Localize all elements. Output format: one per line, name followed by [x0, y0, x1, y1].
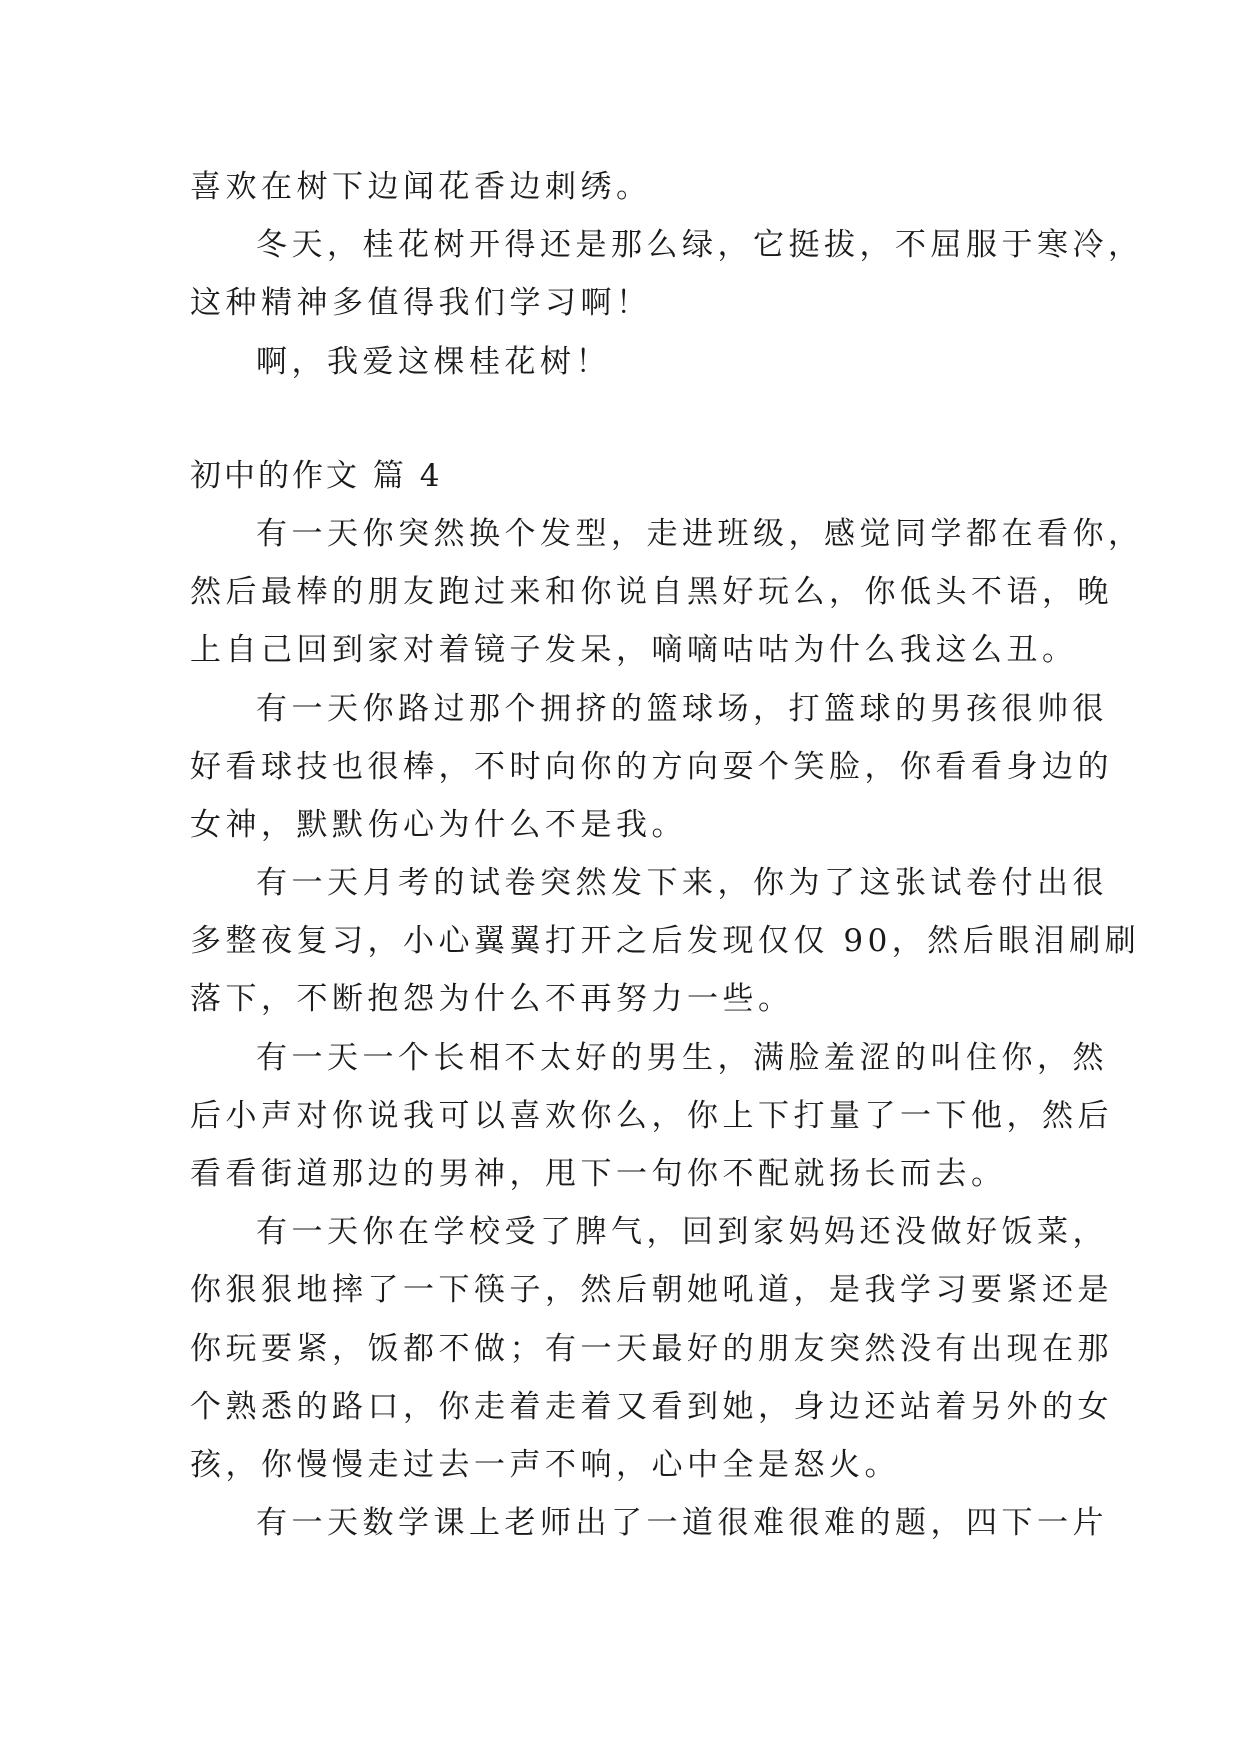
- paragraph-line: 上自己回到家对着镜子发呆，嘀嘀咕咕为什么我这么丑。: [190, 632, 1078, 669]
- paragraph-line: 你玩要紧，饭都不做；有一天最好的朋友突然没有出现在那: [190, 1330, 1113, 1367]
- paragraph-line: 然后最棒的朋友跑过来和你说自黑好玩么，你低头不语，晚: [190, 574, 1113, 611]
- paragraph-line: 啊，我爱这棵桂花树！: [256, 343, 611, 380]
- article-body: [190, 158, 1144, 1552]
- paragraph-line: 有一天你在学校受了脾气，回到家妈妈还没做好饭菜，: [256, 1214, 1108, 1251]
- paragraph-line: 落下，不断抱怨为什么不再努力一些。: [190, 981, 794, 1018]
- paragraph-line: 个熟悉的路口，你走着走着又看到她，身边还站着另外的女: [190, 1388, 1113, 1425]
- section-heading: 初中的作文 篇 4: [190, 457, 443, 494]
- paragraph-line: 这种精神多值得我们学习啊！: [190, 285, 652, 322]
- paragraph-line: 有一天一个长相不太好的男生，满脸羞涩的叫住你，然: [256, 1039, 1108, 1076]
- paragraph-line: 有一天你突然换个发型，走进班级，感觉同学都在看你，: [256, 515, 1144, 552]
- paragraph-line: 好看球技也很棒，不时向你的方向耍个笑脸，你看看身边的: [190, 748, 1113, 785]
- paragraph-line: 冬天，桂花树开得还是那么绿，它挺拔，不屈服于寒冷，: [256, 227, 1144, 264]
- paragraph-line: 后小声对你说我可以喜欢你么，你上下打量了一下他，然后: [190, 1097, 1113, 1134]
- paragraph-line: 有一天你路过那个拥挤的篮球场，打篮球的男孩很帅很: [256, 690, 1108, 727]
- paragraph-line: 女神，默默伤心为什么不是我。: [190, 806, 687, 843]
- paragraph-line: 喜欢在树下边闻花香边刺绣。: [190, 169, 652, 205]
- paragraph-line: 多整夜复习，小心翼翼打开之后发现仅仅 90，然后眼泪刷刷: [190, 923, 1141, 960]
- paragraph-line: 有一天数学课上老师出了一道很难很难的题，四下一片: [256, 1505, 1108, 1542]
- paragraph-line: 你狠狠地摔了一下筷子，然后朝她吼道，是我学习要紧还是: [190, 1272, 1113, 1309]
- paragraph-line: 有一天月考的试卷突然发下来，你为了这张试卷付出很: [256, 865, 1108, 902]
- paragraph-line: 看看街道那边的男神，甩下一句你不配就扬长而去。: [190, 1156, 1007, 1192]
- paragraph-line: 孩，你慢慢走过去一声不响，心中全是怒火。: [190, 1446, 900, 1483]
